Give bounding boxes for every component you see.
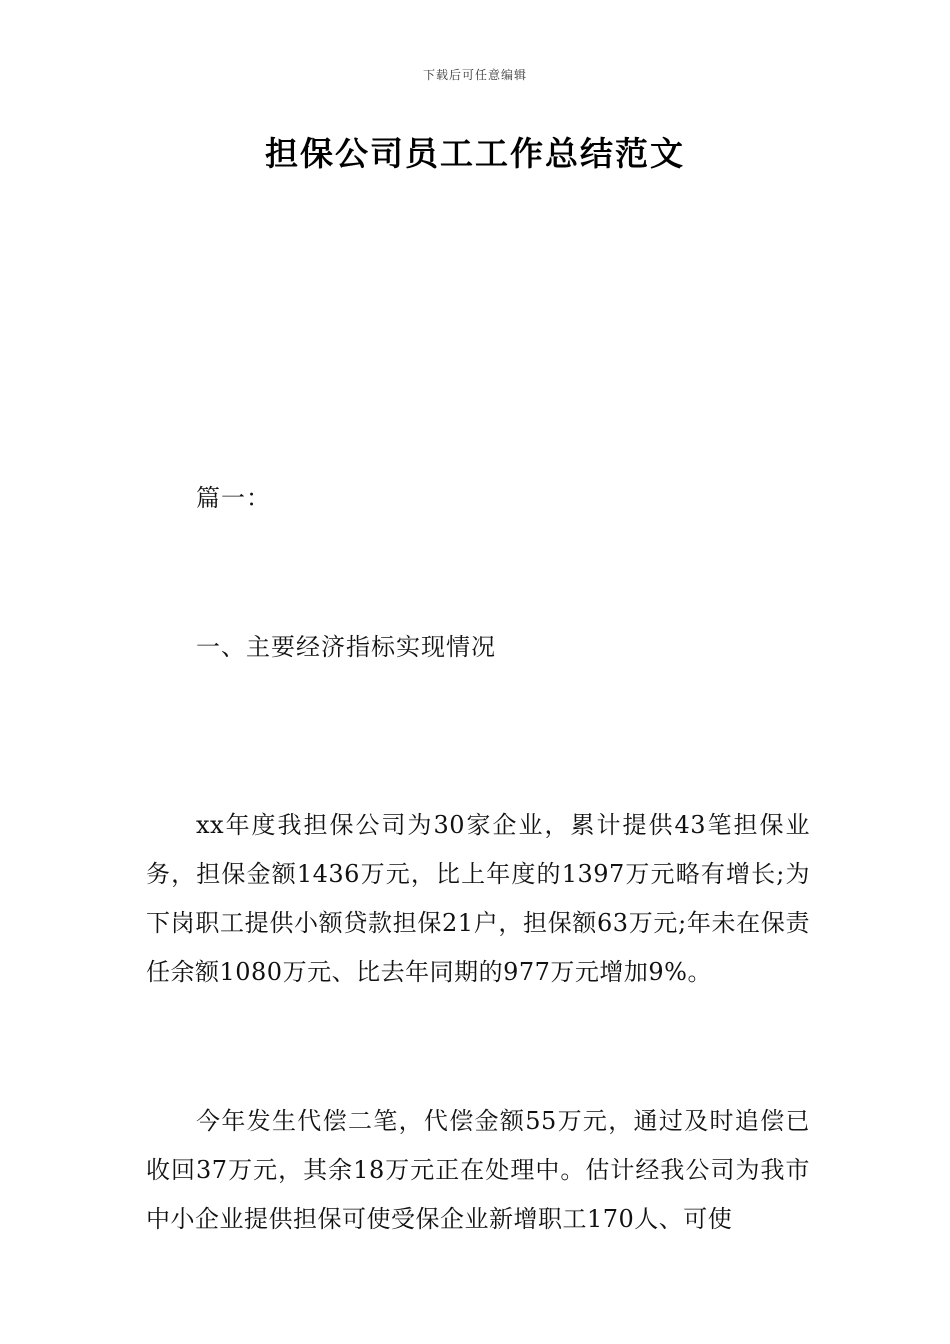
page-header-note: 下载后可任意编辑	[422, 68, 527, 82]
body-paragraph: 今年发生代偿二笔，代偿金额55万元，通过及时追偿已收回37万元，其余18万元正在处理中。估计经我公司为我市中小企业提供担保可使受保企业新增职工170人、可使	[146, 1107, 810, 1233]
body-paragraph: xx年度我担保公司为30家企业，累计提供43笔担保业务，担保金额1436万元，比上年度的1397万元略有增长;为下岗职工提供小额贷款担保21户，担保额63万元;年未在保责任余额1080万元、比去年同期的977万元增加9%。	[146, 811, 810, 986]
document-title: 担保公司员工工作总结范文	[265, 134, 685, 173]
section-heading: 一、主要经济指标实现情况	[196, 633, 496, 661]
part-label: 篇一：	[196, 484, 271, 512]
